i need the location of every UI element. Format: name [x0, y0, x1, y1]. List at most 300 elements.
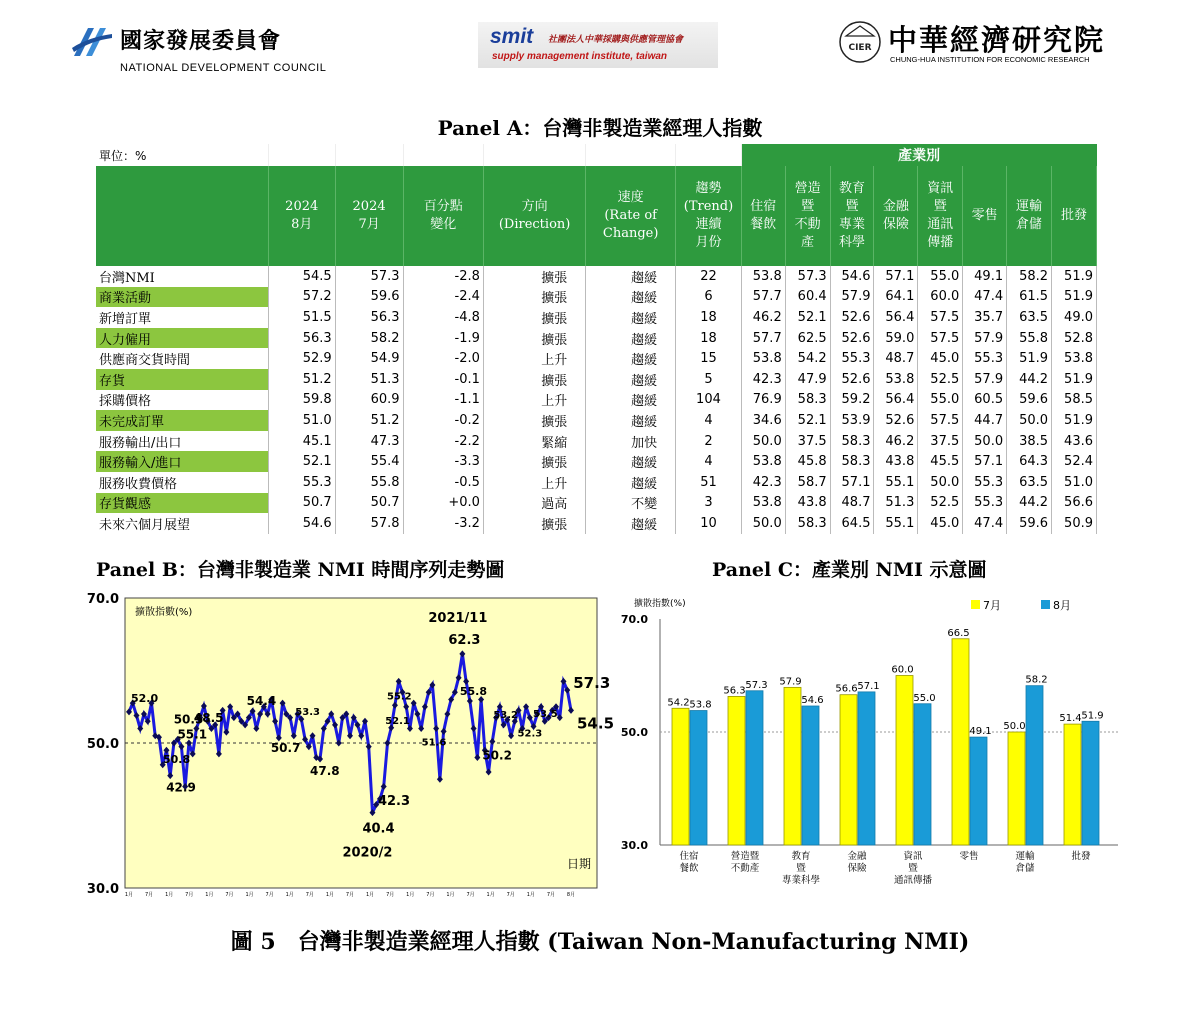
table-cell: -0.2: [403, 410, 483, 431]
table-cell: 趨緩: [586, 348, 676, 369]
bar-value-label: 51.9: [1081, 710, 1104, 722]
bar-value-label: 53.8: [689, 699, 712, 711]
table-cell: 50.7: [268, 493, 335, 514]
table-cell: 48.7: [874, 348, 918, 369]
bar: [1026, 686, 1043, 845]
y-tick-label: 50.0: [86, 737, 119, 752]
table-cell: 37.5: [785, 431, 830, 452]
annotation-label: 55.2: [386, 691, 412, 703]
table-cell: 59.8: [268, 390, 335, 411]
ndc-name-en: NATIONAL DEVELOPMENT COUNCIL: [120, 62, 327, 74]
table-cell: 46.2: [874, 431, 918, 452]
category-label: 專業科學: [781, 875, 821, 886]
table-cell: -2.0: [403, 348, 483, 369]
table-cell: 4: [676, 410, 742, 431]
column-header: 2024 7月: [335, 166, 403, 266]
table-cell: 49.0: [1052, 307, 1097, 328]
column-header: 批發: [1052, 166, 1097, 266]
table-cell: 51.9: [1052, 410, 1097, 431]
bar-value-label: 56.3: [723, 685, 746, 697]
table-cell: 63.5: [1007, 307, 1052, 328]
panel-a-title: Panel A：台灣非製造業經理人指數: [437, 116, 763, 140]
table-cell: 44.2: [1007, 493, 1052, 514]
table-cell: 52.1: [785, 307, 830, 328]
table-cell: 3: [676, 493, 742, 514]
category-label: 金融: [847, 851, 867, 862]
annotation-label: 50.5: [173, 712, 204, 727]
column-header: 住宿 餐飲: [741, 166, 785, 266]
table-cell: 58.3: [785, 513, 830, 534]
table-cell: 55.3: [963, 348, 1007, 369]
annotation-label: 40.4: [362, 821, 395, 837]
table-cell: 50.0: [741, 513, 785, 534]
table-cell: 55.1: [874, 513, 918, 534]
table-cell: 趨緩: [586, 307, 676, 328]
table-cell: 60.0: [918, 287, 963, 308]
figure-caption: 圖 5 台灣非製造業經理人指數 (Taiwan Non-Manufacturing NMI): [230, 929, 970, 955]
bar-value-label: 66.5: [947, 627, 970, 639]
table-cell: 45.0: [918, 348, 963, 369]
table-row: [96, 348, 1097, 369]
table-cell: 57.9: [963, 369, 1007, 390]
table-cell: 擴張: [483, 266, 585, 287]
table-cell: 55.4: [335, 451, 403, 472]
cier-badge-text: CIER: [848, 43, 872, 53]
bar: [1008, 732, 1025, 845]
table-cell: 51.9: [1052, 266, 1097, 287]
table-cell: 60.9: [335, 390, 403, 411]
table-cell: 57.3: [335, 266, 403, 287]
table-cell: +0.0: [403, 493, 483, 514]
table-cell: 59.6: [1007, 390, 1052, 411]
table-cell: 64.5: [830, 513, 874, 534]
table-cell: 52.5: [918, 493, 963, 514]
table-cell: 擴張: [483, 369, 585, 390]
y-tick-label: 70.0: [620, 613, 648, 626]
table-cell: 2: [676, 431, 742, 452]
cier-name-zh: 中華經濟研究院: [888, 23, 1106, 57]
bar-value-label: 57.9: [779, 676, 802, 688]
table-cell: -1.1: [403, 390, 483, 411]
category-label: 保險: [847, 863, 867, 874]
ndc-name-zh: 國家發展委員會: [120, 29, 282, 54]
x-tick-label: 1月: [205, 892, 214, 898]
table-cell: 50.0: [963, 431, 1007, 452]
table-cell: 35.7: [963, 307, 1007, 328]
annotation-label: 48.5: [193, 711, 224, 726]
table-row: [96, 431, 1097, 452]
industry-bar-chart: [618, 592, 1123, 898]
x-tick-label: 1月: [325, 892, 335, 898]
table-cell: 60.5: [963, 390, 1007, 411]
table-row: [96, 390, 1097, 411]
table-cell: 趨緩: [586, 266, 676, 287]
table-cell: 50.0: [918, 472, 963, 493]
table-cell: 59.6: [1007, 513, 1052, 534]
bar: [746, 691, 763, 845]
table-cell: 55.3: [963, 472, 1007, 493]
nmi-table: [96, 144, 1097, 534]
table-cell: 22: [676, 266, 742, 287]
cier-logo: [838, 18, 1128, 68]
bar: [970, 737, 987, 845]
category-label: 餐飲: [679, 863, 699, 874]
table-cell: 53.9: [830, 410, 874, 431]
table-cell: 51.2: [335, 410, 403, 431]
table-cell: 53.8: [741, 493, 785, 514]
table-cell: 58.3: [830, 451, 874, 472]
annotation-label: 57.3: [573, 674, 611, 693]
x-tick-label: 1月: [124, 892, 134, 898]
bar: [1082, 721, 1099, 845]
table-cell: 趨緩: [586, 287, 676, 308]
table-cell: 51.3: [874, 493, 918, 514]
bar-value-label: 49.1: [969, 726, 992, 738]
table-cell: 上升: [483, 348, 585, 369]
table-cell: -3.3: [403, 451, 483, 472]
column-header: 運輸 倉儲: [1007, 166, 1052, 266]
table-cell: 76.9: [741, 390, 785, 411]
table-row: [96, 307, 1097, 328]
category-label: 住宿: [679, 851, 699, 862]
table-cell: 52.6: [830, 328, 874, 349]
table-cell: 擴張: [483, 328, 585, 349]
table-cell: 52.8: [1052, 328, 1097, 349]
table-cell: 51.9: [1052, 287, 1097, 308]
annotation-label: 55.8: [459, 684, 488, 698]
panel-c-title: Panel C：產業別 NMI 示意圖: [712, 559, 987, 581]
annotation-label: 51.6: [421, 737, 447, 749]
table-cell: 55.0: [918, 390, 963, 411]
column-header: 百分點 變化: [403, 166, 483, 266]
annotation-label: 50.2: [482, 748, 512, 763]
table-cell: 趨緩: [586, 451, 676, 472]
bar: [896, 676, 913, 846]
legend-swatch: [1041, 600, 1050, 609]
ndc-logo: [70, 18, 360, 78]
category-label: 教育: [791, 851, 811, 862]
table-cell: 57.1: [963, 451, 1007, 472]
table-row: [96, 369, 1097, 390]
x-tick-label: 1月: [406, 892, 415, 898]
table-cell: 45.5: [918, 451, 963, 472]
row-label: 存貨觀感: [96, 493, 268, 514]
annotation-label: 62.3: [448, 632, 481, 648]
table-header-row: [96, 166, 1097, 266]
bar: [840, 695, 857, 845]
table-cell: 56.4: [874, 390, 918, 411]
row-label: 新增訂單: [96, 307, 268, 328]
table-unit-row: [96, 144, 1097, 166]
table-cell: 上升: [483, 390, 585, 411]
table-cell: 57.5: [918, 410, 963, 431]
y-tick-label: 50.0: [620, 726, 648, 739]
table-cell: 10: [676, 513, 742, 534]
industry-group-header: 產業別: [741, 144, 1096, 166]
bar-value-label: 51.4: [1059, 713, 1082, 725]
legend-swatch: [971, 600, 980, 609]
table-cell: 46.2: [741, 307, 785, 328]
row-label: 供應商交貨時間: [96, 348, 268, 369]
table-cell: 擴張: [483, 287, 585, 308]
bar-value-label: 55.0: [913, 692, 936, 704]
annotation-label: 53.5: [533, 708, 558, 720]
bar-value-label: 54.6: [801, 695, 824, 707]
table-cell: 37.5: [918, 431, 963, 452]
table-cell: 53.8: [741, 451, 785, 472]
column-header: 零售: [963, 166, 1007, 266]
table-cell: -0.1: [403, 369, 483, 390]
smit-logo: [478, 22, 718, 68]
x-tick-label: 1月: [446, 892, 455, 898]
bar: [914, 704, 931, 845]
table-cell: 45.1: [268, 431, 335, 452]
table-cell: 57.5: [918, 328, 963, 349]
table-cell: 51.9: [1052, 369, 1097, 390]
bar-value-label: 57.1: [857, 680, 880, 692]
category-label: 倉儲: [1015, 863, 1035, 874]
category-label: 暨: [796, 863, 806, 874]
table-row: [96, 472, 1097, 493]
table-cell: 52.9: [268, 348, 335, 369]
table-cell: 42.3: [741, 369, 785, 390]
table-cell: 擴張: [483, 451, 585, 472]
x-tick-label: 7月: [305, 892, 314, 898]
bar-value-label: 58.2: [1025, 674, 1048, 686]
table-cell: 57.3: [785, 266, 830, 287]
bar-value-label: 54.2: [667, 697, 690, 709]
cier-name-en: CHUNG-HUA INSTITUTION FOR ECONOMIC RESEARCH: [890, 55, 1090, 64]
annotation-label: 47.8: [310, 763, 340, 778]
table-cell: 趨緩: [586, 390, 676, 411]
nmi-time-series-chart: [77, 588, 615, 898]
category-label: 營造暨: [730, 851, 760, 862]
x-tick-label: 7月: [265, 892, 274, 898]
legend-label: 7月: [983, 599, 1001, 612]
cier-emblem-icon: [838, 20, 882, 64]
table-cell: 54.2: [785, 348, 830, 369]
table-cell: 55.0: [918, 266, 963, 287]
table-cell: 57.2: [268, 287, 335, 308]
table-cell: 51.5: [268, 307, 335, 328]
table-cell: 58.5: [1052, 390, 1097, 411]
table-cell: 55.3: [830, 348, 874, 369]
x-tick-label: 1月: [486, 892, 495, 898]
table-cell: 56.6: [1052, 493, 1097, 514]
row-label: 採購價格: [96, 390, 268, 411]
bar: [952, 639, 969, 845]
table-cell: 過高: [483, 493, 585, 514]
column-header: 趨勢 (Trend) 連續 月份: [676, 166, 742, 266]
x-tick-label: 1月: [365, 892, 375, 898]
row-label: 未完成訂單: [96, 410, 268, 431]
column-header: 資訊 暨 通訊 傳播: [918, 166, 963, 266]
table-cell: 15: [676, 348, 742, 369]
table-cell: 51.0: [268, 410, 335, 431]
bar: [802, 706, 819, 845]
table-cell: 47.4: [963, 287, 1007, 308]
row-label: 服務收費價格: [96, 472, 268, 493]
y-tick-label: 30.0: [620, 839, 648, 852]
table-cell: 52.1: [268, 451, 335, 472]
table-cell: 47.4: [963, 513, 1007, 534]
category-label: 運輸: [1015, 851, 1035, 862]
table-cell: 64.1: [874, 287, 918, 308]
table-cell: 55.8: [1007, 328, 1052, 349]
table-cell: 6: [676, 287, 742, 308]
table-cell: 48.7: [830, 493, 874, 514]
table-cell: 38.5: [1007, 431, 1052, 452]
table-row: [96, 410, 1097, 431]
table-cell: 43.8: [785, 493, 830, 514]
table-cell: 47.3: [335, 431, 403, 452]
table-cell: 49.1: [963, 266, 1007, 287]
table-cell: 擴張: [483, 513, 585, 534]
table-cell: -3.2: [403, 513, 483, 534]
table-cell: 104: [676, 390, 742, 411]
table-cell: 5: [676, 369, 742, 390]
table-cell: 51.2: [268, 369, 335, 390]
x-axis-label: 日期: [567, 857, 592, 871]
x-tick-label: 7月: [506, 892, 515, 898]
table-cell: 58.7: [785, 472, 830, 493]
x-tick-label: 7月: [185, 892, 194, 898]
bar: [784, 687, 801, 845]
table-cell: 55.8: [335, 472, 403, 493]
table-cell: 59.2: [830, 390, 874, 411]
table-cell: 57.9: [963, 328, 1007, 349]
table-cell: 緊縮: [483, 431, 585, 452]
table-cell: 57.8: [335, 513, 403, 534]
table-cell: 50.0: [1007, 410, 1052, 431]
table-cell: 57.9: [830, 287, 874, 308]
table-cell: 18: [676, 307, 742, 328]
table-cell: 61.5: [1007, 287, 1052, 308]
table-cell: 34.6: [741, 410, 785, 431]
x-tick-label: 7月: [144, 892, 154, 898]
table-cell: 47.9: [785, 369, 830, 390]
table-cell: 53.8: [1052, 348, 1097, 369]
x-tick-label: 7月: [386, 892, 395, 898]
table-cell: 18: [676, 328, 742, 349]
y-axis-label: 擴散指數(%): [634, 599, 686, 609]
y-tick-label: 70.0: [86, 592, 119, 607]
table-cell: 趨緩: [586, 513, 676, 534]
smit-name-en: supply management institute, taiwan: [492, 51, 668, 62]
table-cell: -4.8: [403, 307, 483, 328]
table-cell: 53.8: [874, 369, 918, 390]
table-cell: 51.9: [1007, 348, 1052, 369]
table-cell: 55.1: [874, 472, 918, 493]
x-tick-label: 1月: [245, 892, 254, 898]
table-cell: 52.6: [830, 369, 874, 390]
table-cell: 52.6: [874, 410, 918, 431]
x-tick-label: 1月: [165, 892, 174, 898]
annotation-label: 42.3: [377, 793, 411, 809]
unit-label: 單位：%: [96, 144, 268, 166]
table-cell: 52.6: [830, 307, 874, 328]
table-cell: 58.3: [830, 431, 874, 452]
table-cell: 57.7: [741, 328, 785, 349]
table-cell: 64.3: [1007, 451, 1052, 472]
annotation-label: 2021/11: [428, 610, 488, 626]
table-cell: 51.3: [335, 369, 403, 390]
row-label: 人力僱用: [96, 328, 268, 349]
table-cell: 50.7: [335, 493, 403, 514]
annotation-label: 52.3: [517, 728, 543, 740]
table-cell: 43.6: [1052, 431, 1097, 452]
table-cell: -1.9: [403, 328, 483, 349]
table-cell: 上升: [483, 472, 585, 493]
annotation-label: 50.7: [270, 740, 301, 755]
y-tick-label: 30.0: [86, 882, 119, 897]
row-label: 服務輸出/出口: [96, 431, 268, 452]
table-cell: 擴張: [483, 410, 585, 431]
table-row: [96, 513, 1097, 534]
table-cell: 58.2: [335, 328, 403, 349]
bar: [672, 708, 689, 845]
category-label: 資訊: [903, 851, 923, 862]
table-cell: 52.5: [918, 369, 963, 390]
x-tick-label: 7月: [345, 892, 355, 898]
column-header: 營造 暨 不動產: [785, 166, 830, 266]
table-cell: 57.5: [918, 307, 963, 328]
annotation-label: 52.1: [385, 715, 410, 727]
table-cell: 45.8: [785, 451, 830, 472]
table-cell: 53.8: [741, 348, 785, 369]
table-cell: 42.3: [741, 472, 785, 493]
table-cell: 4: [676, 451, 742, 472]
table-cell: 57.7: [741, 287, 785, 308]
table-cell: 44.7: [963, 410, 1007, 431]
annotation-label: 55.1: [177, 727, 208, 742]
table-cell: 56.3: [268, 328, 335, 349]
table-cell: 擴張: [483, 307, 585, 328]
table-cell: 不變: [586, 493, 676, 514]
category-label: 零售: [959, 851, 979, 862]
x-tick-label: 1月: [285, 892, 294, 898]
table-row: [96, 328, 1097, 349]
table-cell: -2.4: [403, 287, 483, 308]
category-label: 暨: [908, 863, 918, 874]
table-cell: 55.3: [268, 472, 335, 493]
x-tick-label: 7月: [426, 892, 435, 898]
row-label: 台灣NMI: [96, 266, 268, 287]
row-label: 未來六個月展望: [96, 513, 268, 534]
bar: [1064, 724, 1081, 845]
annotation-label: 50.8: [162, 753, 191, 767]
table-cell: 45.0: [918, 513, 963, 534]
table-cell: 59.6: [335, 287, 403, 308]
column-header: 2024 8月: [268, 166, 335, 266]
annotation-label: 53.3: [295, 707, 320, 719]
bar-value-label: 57.3: [745, 679, 768, 691]
table-cell: 43.8: [874, 451, 918, 472]
table-cell: 57.1: [830, 472, 874, 493]
x-tick-label: 7月: [225, 892, 234, 898]
bar-value-label: 60.0: [891, 664, 914, 676]
table-cell: 59.0: [874, 328, 918, 349]
category-label: 不動產: [730, 863, 760, 874]
table-cell: 50.0: [741, 431, 785, 452]
time-series-svg: [77, 588, 615, 898]
column-header: 金融 保險: [874, 166, 918, 266]
panel-b-title: Panel B：台灣非製造業 NMI 時間序列走勢圖: [96, 559, 505, 581]
table-cell: 趨緩: [586, 410, 676, 431]
table-cell: -2.8: [403, 266, 483, 287]
annotation-label: 52.0: [131, 691, 159, 705]
bar-value-label: 56.6: [835, 683, 858, 695]
